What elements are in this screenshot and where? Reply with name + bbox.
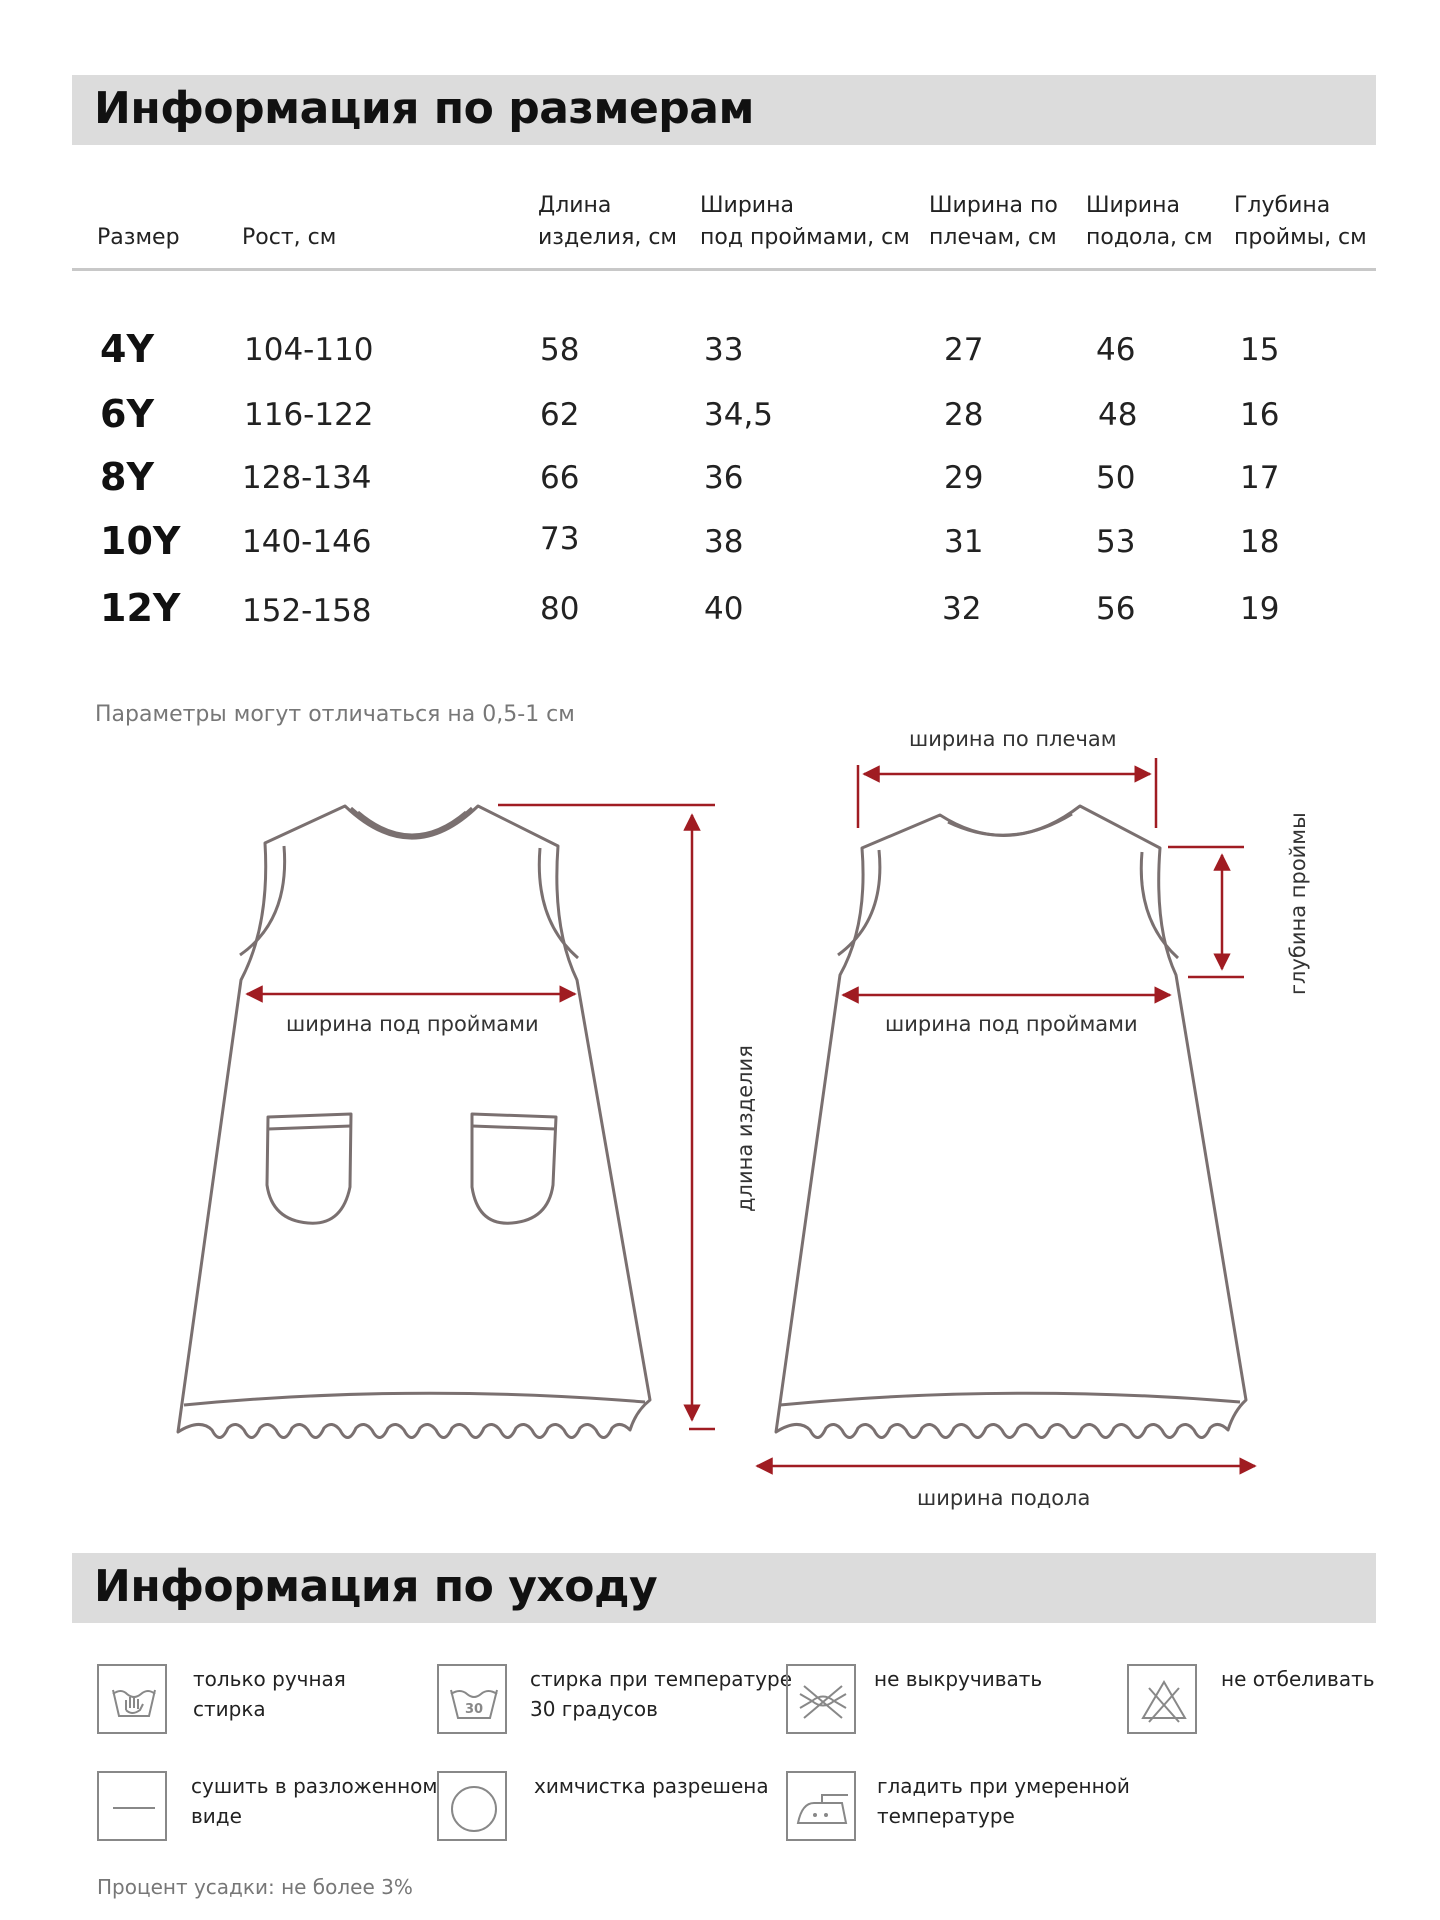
shrinkage-note: Процент усадки: не более 3%	[97, 1875, 413, 1899]
cell-width-armpit: 36	[704, 460, 744, 496]
cell-size: 8Y	[100, 455, 154, 499]
cell-size: 6Y	[100, 392, 154, 436]
cell-size: 12Y	[100, 586, 181, 630]
cell-height: 152-158	[242, 593, 372, 629]
cell-length: 58	[540, 332, 580, 368]
care-text-dry-flat: сушить в разложенном виде	[191, 1774, 438, 1828]
cell-armhole-depth: 19	[1240, 591, 1280, 627]
cell-armhole-depth: 17	[1240, 460, 1280, 496]
cell-height: 140-146	[242, 524, 372, 560]
cell-width-shoulders: 28	[944, 397, 984, 433]
svg-text:30: 30	[464, 1702, 484, 1717]
cell-width-shoulders: 31	[944, 524, 984, 560]
hand-wash-icon	[97, 1664, 167, 1734]
care-text-hand-wash: только ручная стирка	[193, 1667, 346, 1721]
cell-width-hem: 46	[1096, 332, 1136, 368]
header-width-hem: Ширина подола, см	[1086, 193, 1213, 250]
header-armhole-depth: Глубина проймы, см	[1234, 193, 1367, 250]
header-size: Размер	[97, 225, 180, 250]
cell-armhole-depth: 18	[1240, 524, 1280, 560]
cell-length: 62	[540, 397, 580, 433]
header-width-armpit: Ширина под проймами, см	[700, 193, 910, 250]
size-info-title: Информация по размерам	[94, 83, 754, 134]
cell-width-hem: 56	[1096, 591, 1136, 627]
cell-armhole-depth: 16	[1240, 397, 1280, 433]
iron-medium-icon	[786, 1771, 856, 1841]
no-wring-icon	[786, 1664, 856, 1734]
wash-30-icon	[437, 1664, 507, 1734]
care-text-no-bleach: не отбеливать	[1221, 1667, 1375, 1691]
header-length: Длина изделия, см	[538, 193, 678, 250]
label-armhole-depth: глубина проймы	[1286, 812, 1310, 995]
cell-width-armpit: 34,5	[704, 397, 774, 433]
cell-width-shoulders: 32	[942, 591, 982, 627]
label-length: длина изделия	[733, 1045, 757, 1212]
cell-width-shoulders: 27	[944, 332, 984, 368]
cell-length: 80	[540, 591, 580, 627]
label-shoulder-width: ширина по плечам	[909, 727, 1117, 751]
care-text-dry-clean: химчистка разрешена	[534, 1774, 769, 1798]
dry-flat-icon	[97, 1771, 167, 1841]
cell-width-hem: 53	[1096, 524, 1136, 560]
care-text-wash-30: стирка при температуре 30 градусов	[530, 1667, 793, 1721]
cell-length: 73	[540, 521, 580, 557]
cell-width-shoulders: 29	[944, 460, 984, 496]
cell-size: 10Y	[100, 519, 181, 563]
care-text-iron-medium: гладить при умеренной температуре	[877, 1774, 1130, 1828]
cell-length: 66	[540, 460, 580, 496]
cell-size: 4Y	[100, 327, 154, 371]
cell-armhole-depth: 15	[1240, 332, 1280, 368]
care-text-no-wring: не выкручивать	[874, 1667, 1043, 1691]
label-front-armpit-width: ширина под проймами	[286, 1012, 539, 1036]
cell-width-armpit: 40	[704, 591, 744, 627]
cell-width-hem: 48	[1098, 397, 1138, 433]
cell-width-armpit: 33	[704, 332, 744, 368]
cell-height: 116-122	[244, 397, 374, 433]
cell-height: 104-110	[244, 332, 374, 368]
no-bleach-icon	[1127, 1664, 1197, 1734]
care-info-title: Информация по уходу	[94, 1561, 658, 1612]
dry-clean-icon	[437, 1771, 507, 1841]
header-width-shoulders: Ширина по плечам, см	[929, 193, 1058, 250]
tolerance-note: Параметры могут отличаться на 0,5-1 см	[95, 702, 575, 727]
label-hem-width: ширина подола	[917, 1486, 1091, 1510]
label-back-armpit-width: ширина под проймами	[885, 1012, 1138, 1036]
back-dress-outline	[776, 806, 1246, 1438]
front-dress-outline	[178, 806, 650, 1438]
care-info-banner	[72, 1553, 1376, 1623]
header-height: Рост, см	[242, 225, 337, 250]
cell-height: 128-134	[242, 460, 372, 496]
cell-width-armpit: 38	[704, 524, 744, 560]
cell-width-hem: 50	[1096, 460, 1136, 496]
